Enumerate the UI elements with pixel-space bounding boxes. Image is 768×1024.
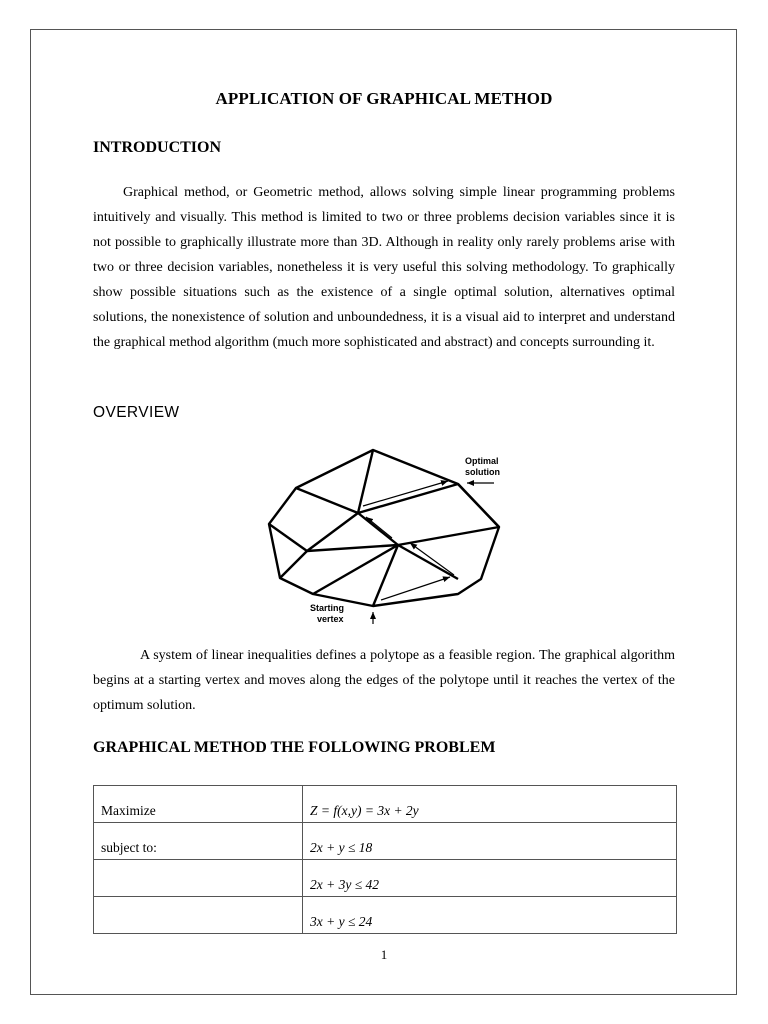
- table-row: [94, 786, 677, 823]
- path-arrow-3: [366, 517, 392, 538]
- introduction-paragraph: [93, 180, 675, 355]
- row-label: [94, 897, 303, 934]
- path-arrow-4: [363, 481, 448, 506]
- overview-paragraph: [93, 643, 675, 718]
- optimal-label-line2: solution: [465, 467, 500, 477]
- start-label-line1: Starting: [310, 603, 345, 613]
- overview-text: A system of linear inequalities defines a polytope as a feasible region. The graphical algorithm begins at a starting vertex and moves along the edges of the polytope until it reaches the vertex of the optimum solution.: [93, 648, 675, 713]
- row-label: subject to:: [94, 823, 303, 860]
- path-arrow-2: [410, 543, 454, 575]
- page-number: 1: [380, 947, 388, 962]
- table-row: [94, 897, 677, 934]
- table-row: [94, 860, 677, 897]
- constraint-1: 2x + y ≤ 18: [303, 823, 677, 860]
- table-row: [94, 823, 677, 860]
- document-title: APPLICATION OF GRAPHICAL METHOD: [215, 89, 553, 108]
- introduction-text: Graphical method, or Geometric method, allows solving simple linear programming problems intuitively and visually. This method is limited to two or three problems decision variables since it is not possible to graphically illustrate more than 3D. Although in reality only rarely problems arise with two or three decision variables, nonetheless it is very useful this solving methodology. To graphically show possible situations such as the existence of a single optimal solution, alternatives optimal solutions, the nonexistence of solution and unboundedness, it is a visual aid to interpret and understand the graphical method algorithm (much more sophisticated and abstract) and concepts surrounding it.: [93, 185, 675, 350]
- objective-function: Z = f(x,y) = 3x + 2y: [303, 786, 677, 823]
- row-label: Maximize: [94, 786, 303, 823]
- optimal-label-line1: Optimal: [465, 456, 499, 466]
- introduction-heading: INTRODUCTION: [93, 139, 222, 156]
- polytope-figure: [262, 444, 512, 626]
- polytope-diagram: [262, 444, 512, 626]
- constraint-2: 2x + 3y ≤ 42: [303, 860, 677, 897]
- row-label: [94, 860, 303, 897]
- problem-table: [93, 785, 677, 934]
- overview-heading: OVERVIEW: [93, 404, 180, 421]
- constraint-3: 3x + y ≤ 24: [303, 897, 677, 934]
- start-label-line2: vertex: [317, 614, 344, 624]
- problem-heading: GRAPHICAL METHOD THE FOLLOWING PROBLEM: [93, 739, 496, 756]
